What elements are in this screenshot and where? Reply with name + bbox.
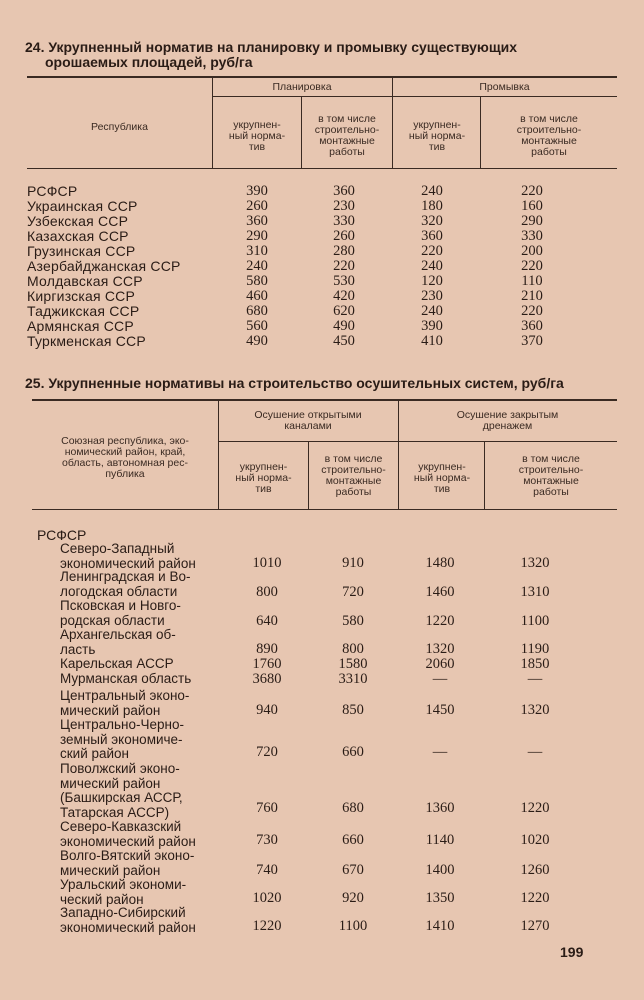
table-24-title-line1: 24. Укрупненный норматив на планировку и промывку существующих: [25, 39, 518, 55]
value-cell: 460: [246, 288, 268, 304]
value-cell: 240: [421, 303, 443, 319]
value-cell: 160: [521, 198, 543, 214]
table-25-group-rule: [218, 441, 617, 442]
value-cell: 720: [342, 584, 364, 600]
value-cell: —: [432, 744, 448, 760]
value-cell: 490: [246, 333, 268, 349]
value-cell: 110: [521, 273, 543, 289]
table-24-header-region: Республика: [91, 121, 148, 133]
table-25-header-group2: Осушение закрытым дренажем: [456, 409, 559, 432]
value-cell: 210: [521, 288, 543, 304]
table-24-title-line2: орошаемых площадей, руб/га: [45, 54, 253, 70]
row-name: Архангельская об- ласть: [60, 627, 176, 657]
value-cell: 280: [333, 243, 355, 259]
value-cell: 740: [256, 862, 278, 878]
table-25-group-label: РСФСР: [37, 527, 87, 543]
value-cell: 260: [333, 228, 355, 244]
value-cell: 1320: [520, 702, 550, 718]
table-24-top-rule: [27, 76, 617, 78]
row-name: Псковская и Новго- родская области: [60, 598, 181, 628]
value-cell: 910: [342, 555, 364, 571]
value-cell: 200: [521, 243, 543, 259]
value-cell: 1270: [520, 918, 550, 934]
table-24-header-col-construction: в том числе строительно- монтажные работы: [516, 113, 582, 158]
value-cell: 1220: [252, 918, 282, 934]
row-name: Грузинская ССР: [27, 243, 136, 259]
row-name: Северо-Западный экономический район: [60, 541, 196, 571]
table-25-header-group1: Осушение открытыми каналами: [254, 409, 362, 432]
value-cell: 730: [256, 832, 278, 848]
value-cell: 1220: [425, 613, 455, 629]
value-cell: 420: [333, 288, 355, 304]
value-cell: 310: [246, 243, 268, 259]
value-cell: 120: [421, 273, 443, 289]
value-cell: 260: [246, 198, 268, 214]
row-name: Поволжский эконо- мический район (Башкирская АССР, Татарская АССР): [60, 761, 183, 820]
row-name: Ленинградская и Во- логодская области: [60, 569, 191, 599]
row-name: Казахская ССР: [27, 228, 129, 244]
value-cell: 800: [342, 641, 364, 657]
value-cell: 560: [246, 318, 268, 334]
value-cell: 230: [333, 198, 355, 214]
value-cell: 530: [333, 273, 355, 289]
value-cell: 720: [256, 744, 278, 760]
value-cell: 330: [333, 213, 355, 229]
value-cell: 660: [342, 744, 364, 760]
value-cell: 1100: [338, 918, 368, 934]
row-name: Туркменская ССР: [27, 333, 146, 349]
table-24-header-rule: [27, 168, 617, 169]
table-25-top-rule: [32, 399, 617, 401]
value-cell: 1850: [520, 656, 550, 672]
value-cell: 850: [342, 702, 364, 718]
value-cell: 360: [521, 318, 543, 334]
row-name: Волго-Вятский эконо- мический район: [60, 848, 195, 878]
value-cell: 680: [342, 800, 364, 816]
value-cell: 220: [333, 258, 355, 274]
value-cell: 220: [521, 303, 543, 319]
value-cell: 320: [421, 213, 443, 229]
row-name: РСФСР: [27, 183, 78, 199]
value-cell: 1020: [520, 832, 550, 848]
row-name: Молдавская ССР: [27, 273, 143, 289]
table-25-header-col-construction: в том числе строительно- монтажные работы: [518, 453, 584, 498]
value-cell: 220: [521, 183, 543, 199]
value-cell: 1400: [425, 862, 455, 878]
value-cell: —: [432, 671, 448, 687]
table-24-header-group1: Планировка: [272, 81, 332, 93]
table-24-title: [25, 40, 605, 70]
value-cell: 1010: [252, 555, 282, 571]
row-name: Киргизская ССР: [27, 288, 135, 304]
row-name: Северо-Кавказский экономический район: [60, 819, 196, 849]
row-name: Азербайджанская ССР: [27, 258, 181, 274]
value-cell: 2060: [425, 656, 455, 672]
row-name: Карельская АССР: [60, 656, 174, 671]
value-cell: 1190: [520, 641, 550, 657]
row-name: Уральский экономи- ческий район: [60, 877, 187, 907]
row-name: Западно-Сибирский экономический район: [60, 905, 196, 935]
value-cell: 1310: [520, 584, 550, 600]
value-cell: 1140: [425, 832, 455, 848]
value-cell: 1460: [425, 584, 455, 600]
row-name: Центрально-Черно- земный экономиче- ский район: [60, 717, 184, 761]
value-cell: 240: [421, 258, 443, 274]
value-cell: 3310: [338, 671, 368, 687]
value-cell: 680: [246, 303, 268, 319]
table-24-group-rule: [212, 96, 617, 97]
table-25-header-col-total: укрупнен- ный норма- тив: [235, 461, 292, 495]
value-cell: 290: [246, 228, 268, 244]
row-name: Центральный эконо- мический район: [60, 688, 190, 718]
page-number: 199: [560, 944, 584, 960]
table-25-header-region: Союзная республика, эко- номический район, край, область, автономная рес- публика: [61, 435, 189, 480]
value-cell: 1410: [425, 918, 455, 934]
value-cell: 490: [333, 318, 355, 334]
value-cell: 390: [246, 183, 268, 199]
value-cell: 640: [256, 613, 278, 629]
row-name: Таджикская ССР: [27, 303, 140, 319]
value-cell: 1320: [425, 641, 455, 657]
value-cell: 940: [256, 702, 278, 718]
value-cell: 220: [421, 243, 443, 259]
value-cell: 1260: [520, 862, 550, 878]
value-cell: 360: [421, 228, 443, 244]
table-24-header-col-construction: в том числе строительно- монтажные работы: [314, 113, 380, 158]
table-25-header-col-construction: в том числе строительно- монтажные работы: [321, 453, 386, 498]
value-cell: 580: [342, 613, 364, 629]
value-cell: 180: [421, 198, 443, 214]
value-cell: 1220: [520, 890, 550, 906]
value-cell: 580: [246, 273, 268, 289]
table-25-header-rule: [32, 509, 617, 510]
value-cell: 240: [246, 258, 268, 274]
row-name: Мурманская область: [60, 671, 192, 686]
value-cell: 370: [521, 333, 543, 349]
value-cell: 1480: [425, 555, 455, 571]
value-cell: 620: [333, 303, 355, 319]
row-name: Армянская ССР: [27, 318, 134, 334]
value-cell: 360: [333, 183, 355, 199]
value-cell: 1220: [520, 800, 550, 816]
table-24-header-col-total: укрупнен- ный норма- тив: [408, 119, 466, 153]
value-cell: 220: [521, 258, 543, 274]
value-cell: 230: [421, 288, 443, 304]
value-cell: 660: [342, 832, 364, 848]
value-cell: 800: [256, 584, 278, 600]
value-cell: 450: [333, 333, 355, 349]
value-cell: 1320: [520, 555, 550, 571]
value-cell: 760: [256, 800, 278, 816]
value-cell: 920: [342, 890, 364, 906]
value-cell: 1350: [425, 890, 455, 906]
value-cell: —: [527, 671, 543, 687]
table-25-title: 25. Укрупненные нормативы на строительство осушительных систем, руб/га: [25, 375, 564, 391]
table-24-header-col-total: укрупнен- ный норма- тив: [228, 119, 286, 153]
table-24-header-group2: Промывка: [479, 81, 530, 93]
value-cell: 3680: [252, 671, 282, 687]
value-cell: 670: [342, 862, 364, 878]
value-cell: 410: [421, 333, 443, 349]
value-cell: 1760: [252, 656, 282, 672]
row-name: Украинская ССР: [27, 198, 138, 214]
value-cell: 1020: [252, 890, 282, 906]
value-cell: 1450: [425, 702, 455, 718]
value-cell: 390: [421, 318, 443, 334]
value-cell: 890: [256, 641, 278, 657]
value-cell: 1360: [425, 800, 455, 816]
value-cell: 240: [421, 183, 443, 199]
value-cell: 330: [521, 228, 543, 244]
value-cell: 360: [246, 213, 268, 229]
value-cell: 1100: [520, 613, 550, 629]
row-name: Узбекская ССР: [27, 213, 129, 229]
value-cell: 1580: [338, 656, 368, 672]
value-cell: —: [527, 744, 543, 760]
table-25-header-col-total: укрупнен- ный норма- тив: [413, 461, 471, 495]
value-cell: 290: [521, 213, 543, 229]
